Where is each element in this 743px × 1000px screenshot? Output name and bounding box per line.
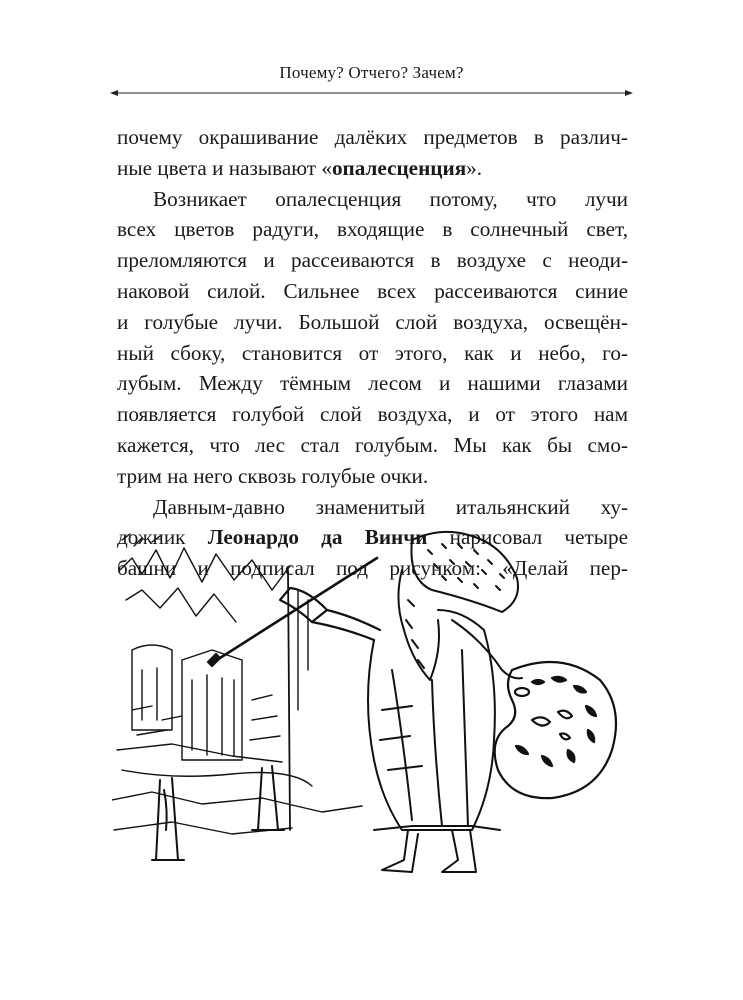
- text-line: кажется, что лес стал голубым. Мы как бы смо-: [117, 432, 628, 457]
- paragraph-start-line: Давным-давно знаменитый итальянский ху-: [153, 494, 628, 519]
- palette: [495, 662, 616, 798]
- running-head-title: Почему? Отчего? Зачем?: [279, 63, 464, 82]
- background-sketch: [112, 534, 362, 834]
- leonardo-figure: [368, 532, 522, 872]
- name-leonardo: Леонардо да Винчи: [207, 525, 428, 550]
- header-divider: [110, 88, 633, 98]
- text-run: дожник: [117, 525, 208, 550]
- leonardo-painter-illustration: [112, 530, 642, 890]
- term-opalescence: опалесценция: [331, 155, 467, 180]
- paintbrush-and-arm: [208, 558, 380, 666]
- text-line: преломляются и рассеиваются в воздухе с неоди-: [117, 248, 628, 273]
- text-line: трим на него сквозь голубые очки.: [117, 463, 429, 488]
- text-line: наковой силой. Сильнее всех рассеиваются синие: [117, 278, 628, 303]
- text-line: лубым. Между тёмным лесом и нашими глазами: [117, 371, 628, 396]
- text-run: нарисовал четыре: [427, 525, 628, 550]
- paragraph-start-line: Возникает опалесценция потому, что лучи: [153, 186, 628, 211]
- text-line: ный сбоку, становится от этого, как и небо, го-: [117, 340, 628, 365]
- text-run: ».: [466, 155, 483, 180]
- easel-stands: [152, 766, 284, 860]
- text-run: ные цвета и называют «: [117, 155, 332, 180]
- text-line: появляется голубой слой воздуха, и от этого нам: [117, 402, 628, 427]
- text-line: всех цветов радуги, входящие в солнечный свет,: [117, 217, 628, 242]
- text-line: башни и подписал под рисунком: «Делай пер-: [117, 556, 628, 581]
- text-line: [117, 153, 628, 184]
- text-line: почему окрашивание далёких предметов в различ-: [117, 125, 628, 149]
- text-line: и голубые лучи. Большой слой воздуха, освещён-: [117, 309, 628, 334]
- body-text: [117, 122, 628, 584]
